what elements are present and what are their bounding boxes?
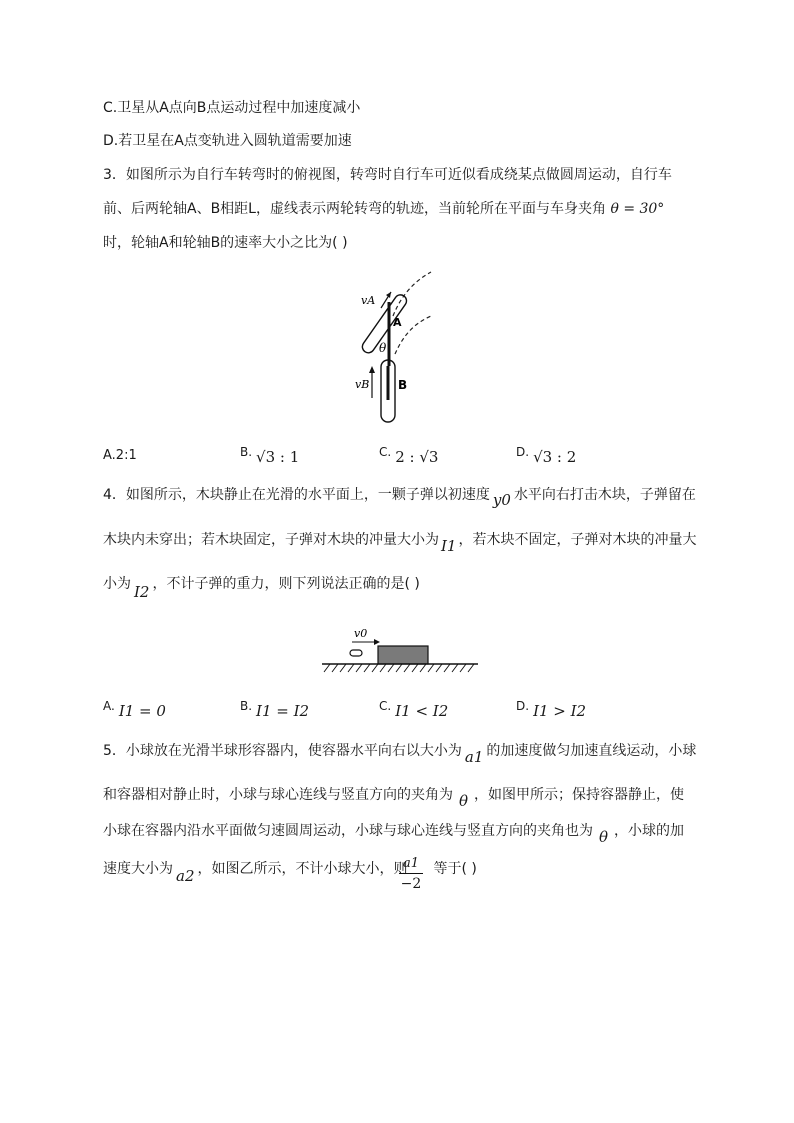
q3-option-c-letter: C. — [379, 445, 392, 459]
front-wheel-trajectory — [393, 272, 431, 316]
q5-stem-line1b: 的加速度做匀加速直线运动，小球 — [486, 743, 697, 759]
q4-stem-line2b: ，若木块不固定，子弹对木块的冲量大 — [458, 532, 697, 548]
q2-option-c-text: C.卫星从A点向B点运动过程中加速度减小 — [103, 100, 361, 116]
q5-theta-2: θ — [599, 828, 609, 846]
q3-stem-line2-text: 前、后两轮轴A、B相距L，虚线表示两轮转弯的轨迹，当前轮所在平面与车身夹角 — [103, 201, 606, 217]
q4-block-figure — [322, 626, 480, 676]
q5-stem-line2a: 和容器相对静止时，小球与球心连线与竖直方向的夹角为 — [103, 787, 453, 803]
q4-option-c — [379, 699, 449, 720]
bullet — [350, 650, 362, 656]
q3-option-d-letter: D. — [516, 445, 530, 459]
q4-stem-line3b: ，不计子弹的重力，则下列说法正确的是( ) — [152, 576, 420, 592]
q5-a1: a1 — [464, 748, 484, 766]
q3-option-a — [103, 448, 137, 463]
q4-stem-line1a: 4．如图所示，木块静止在光滑的水平面上，一颗子弹以初速度 — [103, 487, 490, 503]
fig-label-a: A — [393, 316, 402, 329]
q3-option-c — [379, 445, 439, 466]
q5-stem-line4a: 速度大小为 — [103, 861, 173, 877]
q5-stem-line4c: 等于( ) — [433, 861, 477, 877]
fig-label-va: vA — [361, 294, 376, 307]
q3-option-c-expr: 2 : √3 — [395, 448, 439, 466]
fig-label-v0: v0 — [354, 627, 368, 640]
q4-option-d-letter: D. — [516, 699, 530, 713]
q3-bicycle-figure — [355, 268, 435, 426]
q4-option-c-letter: C. — [379, 699, 392, 713]
q3-option-b-letter: B. — [240, 445, 253, 459]
fig-label-vb: vB — [355, 378, 370, 391]
q5-stem-line3b: ，小球的加 — [614, 823, 685, 839]
fraction-bar — [399, 873, 423, 874]
fig-label-b: B — [398, 378, 408, 392]
q5-stem-line1 — [103, 740, 697, 766]
q4-option-a — [103, 699, 166, 720]
q4-stem-line3 — [103, 573, 420, 601]
q3-angle: θ = 30° — [610, 201, 665, 217]
q4-option-d-expr: I1 > I2 — [533, 702, 587, 720]
q4-stem-line1 — [103, 484, 696, 509]
q4-stem-line3a: 小为 — [103, 576, 131, 592]
q2-option-d — [103, 131, 352, 151]
q3-stem-line2 — [103, 199, 664, 219]
q5-stem-line1a: 5．小球放在光滑半球形容器内，使容器水平向右以大小为 — [103, 743, 462, 759]
q5-theta-1: θ — [459, 792, 469, 810]
q4-option-b-expr: I1 = I2 — [256, 702, 310, 720]
q5-fraction — [399, 856, 423, 893]
q4-stem-line2 — [103, 529, 697, 555]
q5-stem-line2b: ，如图甲所示；保持容器静止，使 — [474, 787, 685, 803]
wood-block — [378, 646, 428, 664]
q4-option-b-letter: B. — [240, 699, 253, 713]
q5-stem-line3 — [103, 820, 685, 846]
q4-option-c-expr: I1 < I2 — [395, 702, 449, 720]
fig-label-theta: θ — [379, 341, 387, 355]
q3-stem-line1: 3．如图所示为自行车转弯时的俯视图，转弯时自行车可近似看成绕某点做圆周运动，自行车 — [103, 167, 672, 183]
q5-frac-numerator: a1 — [402, 856, 420, 871]
ground-hatching — [324, 664, 474, 672]
q5-a2: a2 — [176, 867, 195, 885]
q5-stem-line3a: 小球在容器内沿水平面做匀速圆周运动，小球与球心连线与竖直方向的夹角也为 — [103, 823, 593, 839]
q3-option-d-expr: √3 : 2 — [533, 448, 577, 466]
q4-option-a-expr: I1 = 0 — [118, 702, 166, 720]
q4-i1: I1 — [441, 537, 457, 555]
q3-option-b — [240, 445, 300, 466]
q4-i2: I2 — [134, 583, 150, 601]
q4-option-d — [516, 699, 587, 720]
q2-option-c — [103, 98, 360, 118]
q4-option-a-letter: A. — [103, 699, 115, 713]
q4-stem-line2a: 木块内未穿出；若木块固定，子弹对木块的冲量大小为 — [103, 532, 439, 548]
q3-stem-line3: 时，轮轴A和轮轴B的速率大小之比为( ) — [103, 235, 348, 251]
q4-option-b — [240, 699, 310, 720]
q5-stem-line4b: ，如图乙所示，不计小球大小，则 — [197, 861, 408, 877]
q3-option-b-expr: √3 : 1 — [256, 448, 300, 466]
q3-option-a-expr: 2:1 — [115, 448, 137, 463]
q4-v0: y0 — [492, 491, 511, 509]
q2-option-d-text: D.若卫星在A点变轨进入圆轨道需要加速 — [103, 133, 352, 149]
q5-frac-denominator: −2 — [400, 876, 422, 892]
q3-option-d — [516, 445, 577, 466]
q4-stem-line1b: 水平向右打击木块，子弹留在 — [513, 487, 696, 503]
q5-stem-line2 — [103, 784, 685, 810]
q3-option-a-letter: A. — [103, 448, 116, 463]
